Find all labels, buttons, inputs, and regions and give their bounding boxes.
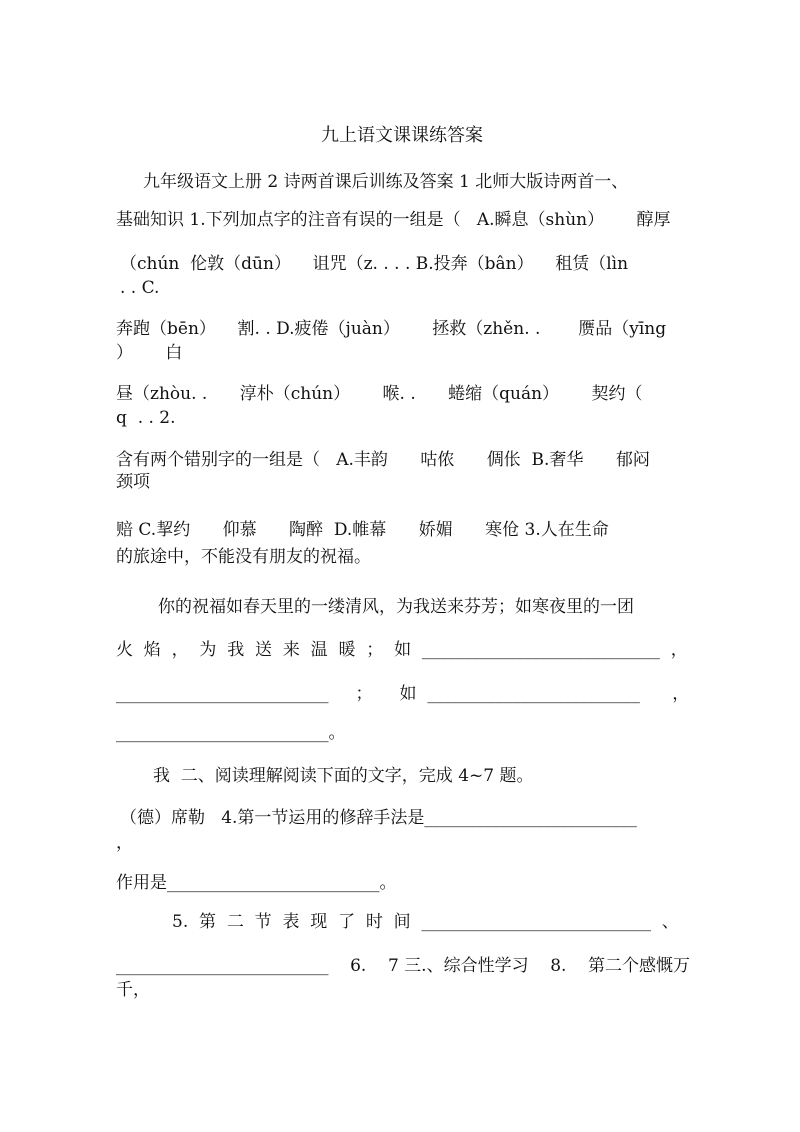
text-line: ， — [116, 833, 133, 853]
text-line: 赔 C.挈约 仰慕 陶醉 D.帷幕 娇媚 寒伧 3.人在生命 — [116, 520, 609, 540]
text-line: （chún 伦敦（dūn） 诅咒（z. . . . B.投奔（bân） 租赁（lìn — [120, 254, 629, 274]
text-line: 火 焰 ， 为 我 送 来 温 暖 ； 如 ____________________________ ， — [116, 640, 688, 660]
text-line: _________________________ 6. 7 三.、综合性学习 8. 第二个感慨万 — [116, 956, 691, 976]
document-title: 九上语文课课练答案 — [321, 125, 483, 146]
text-line: （德）席勒 4.第一节运用的修辞手法是_________________________ — [120, 808, 637, 828]
text-line: q . . 2. — [116, 408, 176, 428]
text-line: . . C. — [120, 278, 160, 298]
text-line: 我 二、阅读理解阅读下面的文字，完成 4~7 题。 — [153, 766, 534, 786]
text-line: 千， — [116, 980, 150, 1000]
text-line: _________________________。 — [116, 723, 346, 743]
text-line: 5. 第 二 节 表 现 了 时 间 ___________________________ 、 — [172, 912, 679, 932]
text-line: 颈项 — [116, 472, 150, 492]
text-line: 含有两个错别字的一组是（ A.丰韵 咕侬 倜伥 B.奢华 郁闷 — [116, 450, 650, 470]
text-line: _________________________ ； 如 _________________________ ， — [116, 684, 690, 704]
text-line: 的旅途中，不能没有朋友的祝福。 — [116, 547, 371, 567]
text-line: 作用是_________________________。 — [116, 873, 397, 893]
text-line: 你的祝福如春天里的一缕清风，为我送来芬芳；如寒夜里的一团 — [158, 597, 634, 617]
text-line: 九年级语文上册 2 诗两首课后训练及答案 1 北师大版诗两首一、 — [143, 172, 629, 192]
text-line: 奔跑（bēn） 割. . D.疲倦（juàn） 拯救（zhěn. . 赝品（yīng — [116, 319, 667, 339]
text-line: 基础知识 1.下列加点字的注音有误的一组是（ A.瞬息（shùn） 醇厚 — [116, 210, 671, 230]
text-line: 昼（zhòu. . 淳朴（chún） 喉. . 蜷缩（quán） 契约（ — [116, 384, 643, 404]
text-line: ） 白 — [116, 343, 183, 363]
